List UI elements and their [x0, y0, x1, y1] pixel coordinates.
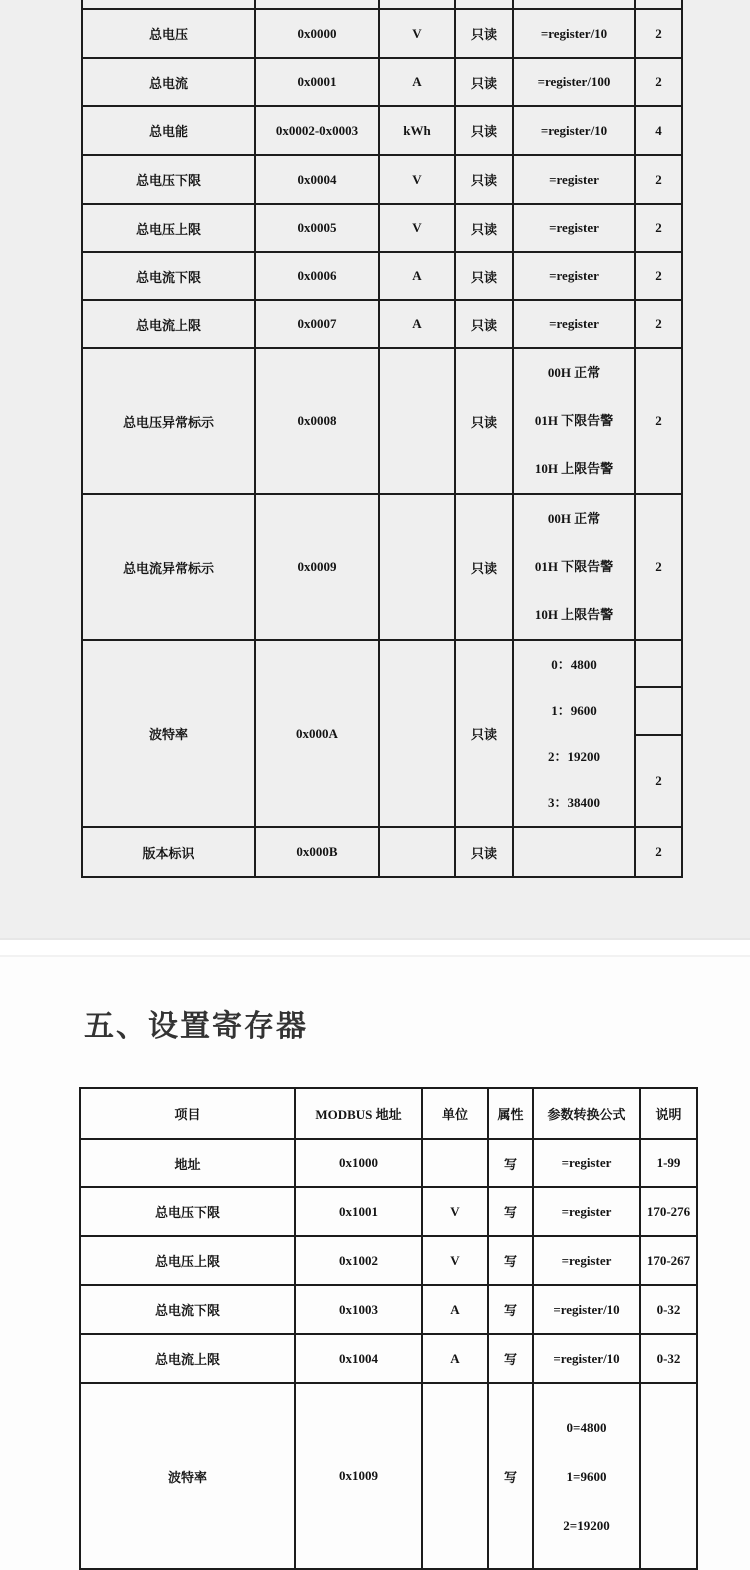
cell-unit: V — [379, 204, 455, 252]
cell-formula: =register — [533, 1139, 640, 1187]
cell-address: 0x000B — [255, 827, 379, 877]
cell-description — [635, 640, 682, 687]
cell-formula — [513, 0, 635, 9]
section-title: 五、设置寄存器 — [84, 1010, 308, 1043]
table-row — [82, 252, 682, 300]
cell-address: 0x0009 — [255, 494, 379, 640]
cell-description — [635, 687, 682, 735]
cell-address: 0x0005 — [255, 204, 379, 252]
cell-address: 0x1002 — [295, 1236, 422, 1285]
cell-attribute: 只读 — [455, 494, 513, 640]
cell-address: 0x0001 — [255, 58, 379, 106]
cell-unit: V — [422, 1187, 488, 1236]
setting-register-table — [79, 1087, 698, 1570]
cell-attribute: 写 — [488, 1187, 533, 1236]
header-formula: 参数转换公式 — [533, 1088, 640, 1139]
cell-attribute: 只读 — [455, 252, 513, 300]
cell-description: 1-99 — [640, 1139, 697, 1187]
table-row-cutoff — [80, 1383, 697, 1569]
cell-item: 地址 — [80, 1139, 295, 1187]
cell-description: 2 — [635, 827, 682, 877]
cell-formula: =register — [513, 300, 635, 348]
cell-item: 波特率 — [82, 640, 255, 827]
formula-line: 0：4800 — [551, 656, 597, 672]
cell-formula — [513, 827, 635, 877]
cell-description: 2 — [635, 300, 682, 348]
cell-attribute: 写 — [488, 1139, 533, 1187]
cell-unit — [379, 640, 455, 827]
cell-unit — [422, 1139, 488, 1187]
cell-item: 总电流上限 — [80, 1334, 295, 1383]
cell-unit — [379, 348, 455, 494]
formula-line: 00H 正常 — [547, 365, 601, 380]
cell-attribute: 只读 — [455, 204, 513, 252]
cell-formula: =register/10 — [513, 106, 635, 155]
header-item: 项目 — [80, 1088, 295, 1139]
cell-unit — [379, 0, 455, 9]
cell-item: 总电压下限 — [82, 155, 255, 204]
cell-formula: =register/10 — [533, 1285, 640, 1334]
table-row — [82, 827, 682, 877]
table-row — [80, 1187, 697, 1236]
cell-description: 2 — [635, 9, 682, 58]
cell-address: 0x0002-0x0003 — [255, 106, 379, 155]
cell-item: 总电压下限 — [80, 1187, 295, 1236]
cell-formula — [513, 494, 635, 640]
cell-attribute: 只读 — [455, 58, 513, 106]
table-row — [82, 640, 682, 687]
cell-unit: A — [422, 1285, 488, 1334]
table-row — [80, 1236, 697, 1285]
cell-unit: V — [379, 155, 455, 204]
cell-formula — [513, 348, 635, 494]
cell-description: 2 — [635, 155, 682, 204]
table-row — [80, 1334, 697, 1383]
formula-line: 01H 下限告警 — [534, 559, 614, 574]
header-address: MODBUS 地址 — [295, 1088, 422, 1139]
cell-formula — [533, 1383, 640, 1569]
table-row — [82, 300, 682, 348]
cell-formula: =register/10 — [513, 9, 635, 58]
cell-formula: =register — [513, 252, 635, 300]
cell-attribute: 只读 — [455, 9, 513, 58]
header-description: 说明 — [640, 1088, 697, 1139]
cell-description: 0-32 — [640, 1334, 697, 1383]
cell-attribute: 写 — [488, 1383, 533, 1569]
formula-line: 10H 上限告警 — [534, 607, 614, 622]
table-row — [82, 9, 682, 58]
cell-description: 2 — [635, 58, 682, 106]
table-row — [82, 58, 682, 106]
cell-address: 0x1004 — [295, 1334, 422, 1383]
cell-attribute: 写 — [488, 1334, 533, 1383]
cell-description — [635, 0, 682, 9]
cell-attribute: 写 — [488, 1236, 533, 1285]
formula-line: 10H 上限告警 — [534, 461, 614, 476]
cell-unit: A — [422, 1334, 488, 1383]
formula-line: 01H 下限告警 — [534, 413, 614, 428]
table-row — [82, 204, 682, 252]
cell-description: 2 — [635, 204, 682, 252]
table-header-row — [80, 1088, 697, 1139]
cell-description: 0-32 — [640, 1285, 697, 1334]
cell-formula: =register — [533, 1187, 640, 1236]
cell-description: 2 — [635, 348, 682, 494]
header-attribute: 属性 — [488, 1088, 533, 1139]
cell-unit — [379, 827, 455, 877]
cell-unit: kWh — [379, 106, 455, 155]
cell-address: 0x1009 — [295, 1383, 422, 1569]
formula-line: 00H 正常 — [547, 511, 601, 526]
formula-line: 1：9600 — [551, 702, 597, 718]
cell-formula: =register — [513, 155, 635, 204]
cell-unit: A — [379, 58, 455, 106]
cell-unit: V — [422, 1236, 488, 1285]
cell-unit — [422, 1383, 488, 1569]
cell-unit: A — [379, 300, 455, 348]
cell-address: 0x1000 — [295, 1139, 422, 1187]
cell-description: 170-276 — [640, 1187, 697, 1236]
cell-description: 4 — [635, 106, 682, 155]
table-row — [82, 348, 682, 494]
cell-address: 0x0007 — [255, 300, 379, 348]
cell-description: 2 — [635, 252, 682, 300]
cell-description: 170-267 — [640, 1236, 697, 1285]
cell-description: 2 — [635, 735, 682, 827]
cell-item: 总电能 — [82, 106, 255, 155]
cell-item: 总电流下限 — [80, 1285, 295, 1334]
cell-item: 总电流异常标示 — [82, 494, 255, 640]
table-row — [80, 1139, 697, 1187]
cell-item: 总电压 — [82, 9, 255, 58]
cell-address: 0x0008 — [255, 348, 379, 494]
formula-line: 2：19200 — [547, 748, 600, 764]
cell-description: 2 — [635, 494, 682, 640]
cell-attribute: 只读 — [455, 106, 513, 155]
cell-description — [640, 1383, 697, 1569]
cell-unit: A — [379, 252, 455, 300]
table-row-cutoff — [82, 0, 682, 9]
formula-line: 3：38400 — [547, 794, 600, 810]
cell-formula: =register — [513, 204, 635, 252]
cell-formula: =register — [533, 1236, 640, 1285]
table-row — [82, 155, 682, 204]
cell-formula: =register/10 — [533, 1334, 640, 1383]
cell-item: 波特率 — [80, 1383, 295, 1569]
cell-item: 总电流下限 — [82, 252, 255, 300]
cell-attribute: 只读 — [455, 348, 513, 494]
cell-attribute: 只读 — [455, 640, 513, 827]
cell-item: 总电流 — [82, 58, 255, 106]
cell-unit: V — [379, 9, 455, 58]
cell-address: 0x1003 — [295, 1285, 422, 1334]
cell-unit — [379, 494, 455, 640]
formula-line: 1=9600 — [566, 1468, 607, 1484]
page-separator — [0, 940, 750, 957]
header-unit: 单位 — [422, 1088, 488, 1139]
formula-line: 0=4800 — [566, 1419, 607, 1435]
read-register-table — [81, 0, 683, 878]
table-row — [82, 106, 682, 155]
cell-item: 总电压异常标示 — [82, 348, 255, 494]
cell-attribute: 只读 — [455, 300, 513, 348]
table-row — [80, 1285, 697, 1334]
cell-formula — [513, 640, 635, 827]
cell-item: 总电流上限 — [82, 300, 255, 348]
cell-formula: =register/100 — [513, 58, 635, 106]
cell-item — [82, 0, 255, 9]
cell-attribute: 写 — [488, 1285, 533, 1334]
cell-address: 0x0006 — [255, 252, 379, 300]
cell-attribute: 只读 — [455, 155, 513, 204]
cell-attribute — [455, 0, 513, 9]
cell-address: 0x1001 — [295, 1187, 422, 1236]
formula-line: 2=19200 — [563, 1517, 610, 1533]
cell-item: 总电压上限 — [80, 1236, 295, 1285]
cell-address — [255, 0, 379, 9]
cell-address: 0x000A — [255, 640, 379, 827]
cell-address: 0x0000 — [255, 9, 379, 58]
cell-item: 版本标识 — [82, 827, 255, 877]
cell-address: 0x0004 — [255, 155, 379, 204]
table-row — [82, 494, 682, 640]
cell-item: 总电压上限 — [82, 204, 255, 252]
cell-attribute: 只读 — [455, 827, 513, 877]
